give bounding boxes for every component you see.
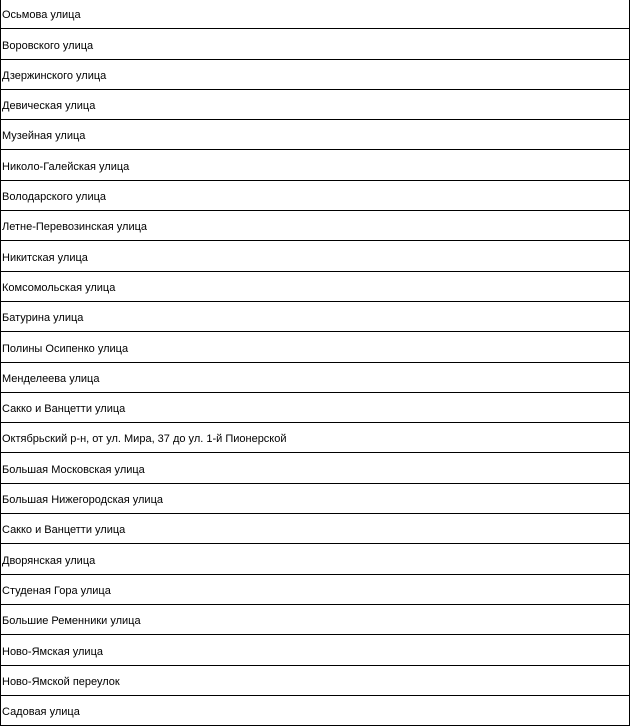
street-name-cell: Большие Ременники улица (1, 604, 630, 634)
table-row (1, 29, 630, 59)
street-name-cell: Октябрьский р-н, от ул. Мира, 37 до ул. 1-й Пионерской (1, 423, 630, 453)
table-row (1, 150, 630, 180)
street-list-body (1, 0, 630, 726)
table-row (1, 514, 630, 544)
table-row (1, 604, 630, 634)
table-row (1, 453, 630, 483)
table-row (1, 544, 630, 574)
table-row (1, 301, 630, 331)
street-name-cell: Сакко и Ванцетти улица (1, 514, 630, 544)
street-name-cell: Володарского улица (1, 180, 630, 210)
street-name-cell: Комсомольская улица (1, 271, 630, 301)
table-row (1, 483, 630, 513)
table-row (1, 211, 630, 241)
table-row (1, 59, 630, 89)
table-row (1, 0, 630, 29)
street-name-cell: Батурина улица (1, 301, 630, 331)
street-name-cell: Ново-Ямская улица (1, 635, 630, 665)
street-name-cell: Ново-Ямской переулок (1, 665, 630, 695)
table-row (1, 120, 630, 150)
table-row (1, 665, 630, 695)
table-row (1, 574, 630, 604)
table-row (1, 392, 630, 422)
table-row (1, 695, 630, 725)
street-name-cell: Никитская улица (1, 241, 630, 271)
street-name-cell: Сакко и Ванцетти улица (1, 392, 630, 422)
street-name-cell: Большая Нижегородская улица (1, 483, 630, 513)
table-row (1, 271, 630, 301)
street-name-cell: Девическая улица (1, 89, 630, 119)
table-row (1, 89, 630, 119)
street-name-cell: Садовая улица (1, 695, 630, 725)
table-row (1, 180, 630, 210)
street-name-cell: Николо-Галейская улица (1, 150, 630, 180)
street-name-cell: Дворянская улица (1, 544, 630, 574)
street-name-cell: Воровского улица (1, 29, 630, 59)
table-row (1, 362, 630, 392)
table-row (1, 635, 630, 665)
street-name-cell: Летне-Перевозинская улица (1, 211, 630, 241)
street-name-cell: Музейная улица (1, 120, 630, 150)
street-name-cell: Менделеева улица (1, 362, 630, 392)
street-name-cell: Полины Осипенко улица (1, 332, 630, 362)
table-row (1, 241, 630, 271)
street-name-cell: Осьмова улица (1, 0, 630, 29)
table-row (1, 423, 630, 453)
street-name-cell: Большая Московская улица (1, 453, 630, 483)
table-row (1, 332, 630, 362)
street-name-cell: Студеная Гора улица (1, 574, 630, 604)
street-name-cell: Дзержинского улица (1, 59, 630, 89)
